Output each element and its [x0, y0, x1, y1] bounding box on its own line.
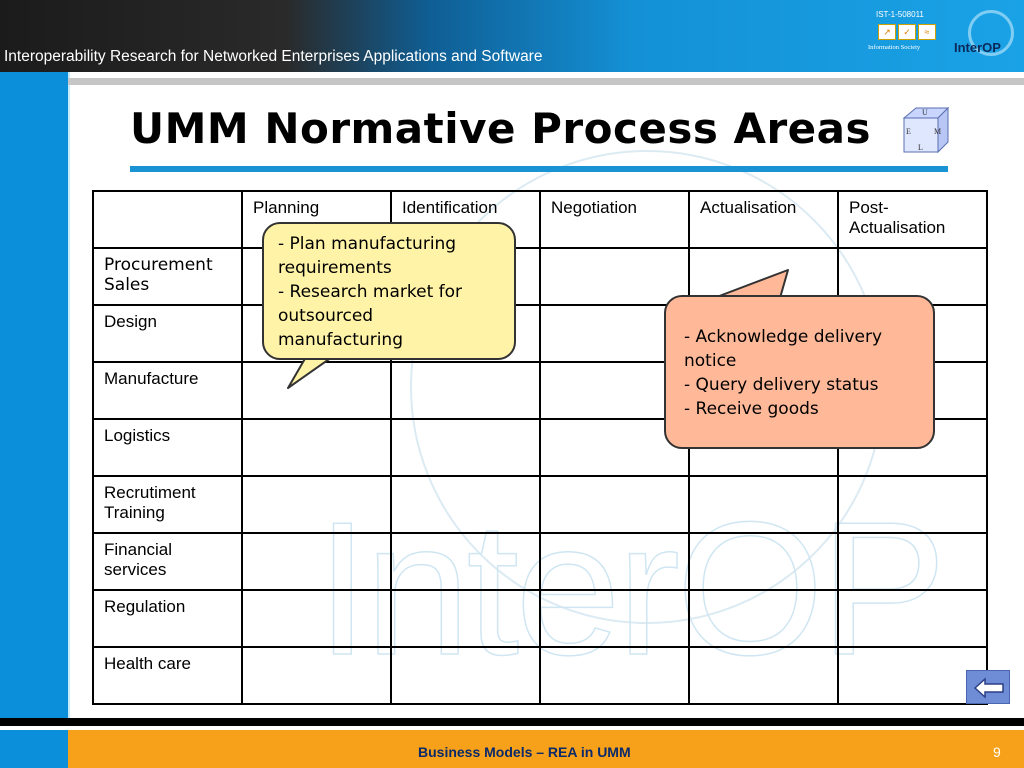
column-header: [93, 191, 242, 248]
back-button[interactable]: [966, 670, 1010, 704]
interop-logo-text: InterOP: [954, 40, 1001, 55]
table-row: [93, 647, 987, 704]
row-label-health-care: Health care: [93, 647, 242, 704]
table-cell: [242, 647, 391, 704]
column-header-planning: Planning: [242, 191, 391, 248]
table-cell: [838, 590, 987, 647]
table-row: [93, 476, 987, 533]
callout-planning: - Plan manufacturing requirements - Research market for outsourced manufacturing: [262, 222, 516, 360]
ist-subtitle: Information Society: [868, 44, 921, 51]
umm-cube-icon: [898, 104, 950, 156]
table-cell: [242, 476, 391, 533]
table-cell: [242, 590, 391, 647]
table-cell: [391, 476, 540, 533]
cube-letter-u: U: [922, 108, 928, 117]
callout-actualisation: - Acknowledge delivery notice - Query delivery status - Receive goods: [664, 295, 935, 449]
cube-letter-m: M: [934, 127, 942, 136]
ist-icons: [878, 24, 936, 40]
table-cell: [540, 533, 689, 590]
column-header-post-actualisation: Post-Actualisation: [838, 191, 987, 248]
table-cell: [689, 590, 838, 647]
table-cell: [391, 647, 540, 704]
watermark: InterOP: [316, 483, 943, 695]
footer-divider: [0, 718, 1024, 726]
column-header-negotiation: Negotiation: [540, 191, 689, 248]
row-label-manufacture: Manufacture: [93, 362, 242, 419]
left-bar-highlight: [68, 72, 70, 718]
table-cell: [391, 590, 540, 647]
table-row: [93, 590, 987, 647]
table-cell: [242, 419, 391, 476]
column-header-actualisation: Actualisation: [689, 191, 838, 248]
table-cell: [689, 476, 838, 533]
table-cell: [838, 647, 987, 704]
table-cell: [540, 248, 689, 305]
table-header-row: [93, 191, 987, 248]
cube-letter-l: L: [918, 143, 923, 152]
page-number: 9: [993, 744, 1001, 760]
wave-icon: ≈: [918, 24, 936, 40]
table-cell: [391, 533, 540, 590]
table-row: [93, 533, 987, 590]
slide-header: [0, 0, 1024, 72]
column-header-identification: Identification: [391, 191, 540, 248]
table-cell: [838, 533, 987, 590]
interop-logo: [950, 10, 1016, 60]
table-cell: [391, 419, 540, 476]
header-title: Interoperability Research for Networked Enterprises Applications and Software: [4, 48, 543, 65]
row-label-design: Design: [93, 305, 242, 362]
ist-logo: [868, 10, 944, 56]
row-label-financial-services: Financial services: [93, 533, 242, 590]
slide-title: UMM Normative Process Areas: [130, 104, 871, 153]
ist-code: IST-1-508011: [876, 10, 924, 19]
footer-text: Business Models – REA in UMM: [418, 744, 631, 760]
footer-left-accent: [0, 730, 68, 768]
table-cell: [689, 647, 838, 704]
header-divider: [68, 78, 1024, 85]
table-cell: [540, 590, 689, 647]
row-label-procurement-sales: Procurement Sales: [93, 248, 242, 305]
table-cell: [689, 533, 838, 590]
row-label-logistics: Logistics: [93, 419, 242, 476]
title-underline: [130, 166, 948, 172]
cube-letter-e: E: [906, 127, 911, 136]
table-cell: [242, 533, 391, 590]
table-cell: [391, 362, 540, 419]
table-cell: [540, 647, 689, 704]
row-label-recruitment-training: Recrutiment Training: [93, 476, 242, 533]
arrow-icon: ↗: [878, 24, 896, 40]
left-accent-bar: [0, 72, 68, 718]
table-cell: [838, 476, 987, 533]
back-arrow-icon: [973, 677, 1005, 699]
row-label-regulation: Regulation: [93, 590, 242, 647]
check-icon: ✓: [898, 24, 916, 40]
table-cell: [540, 476, 689, 533]
